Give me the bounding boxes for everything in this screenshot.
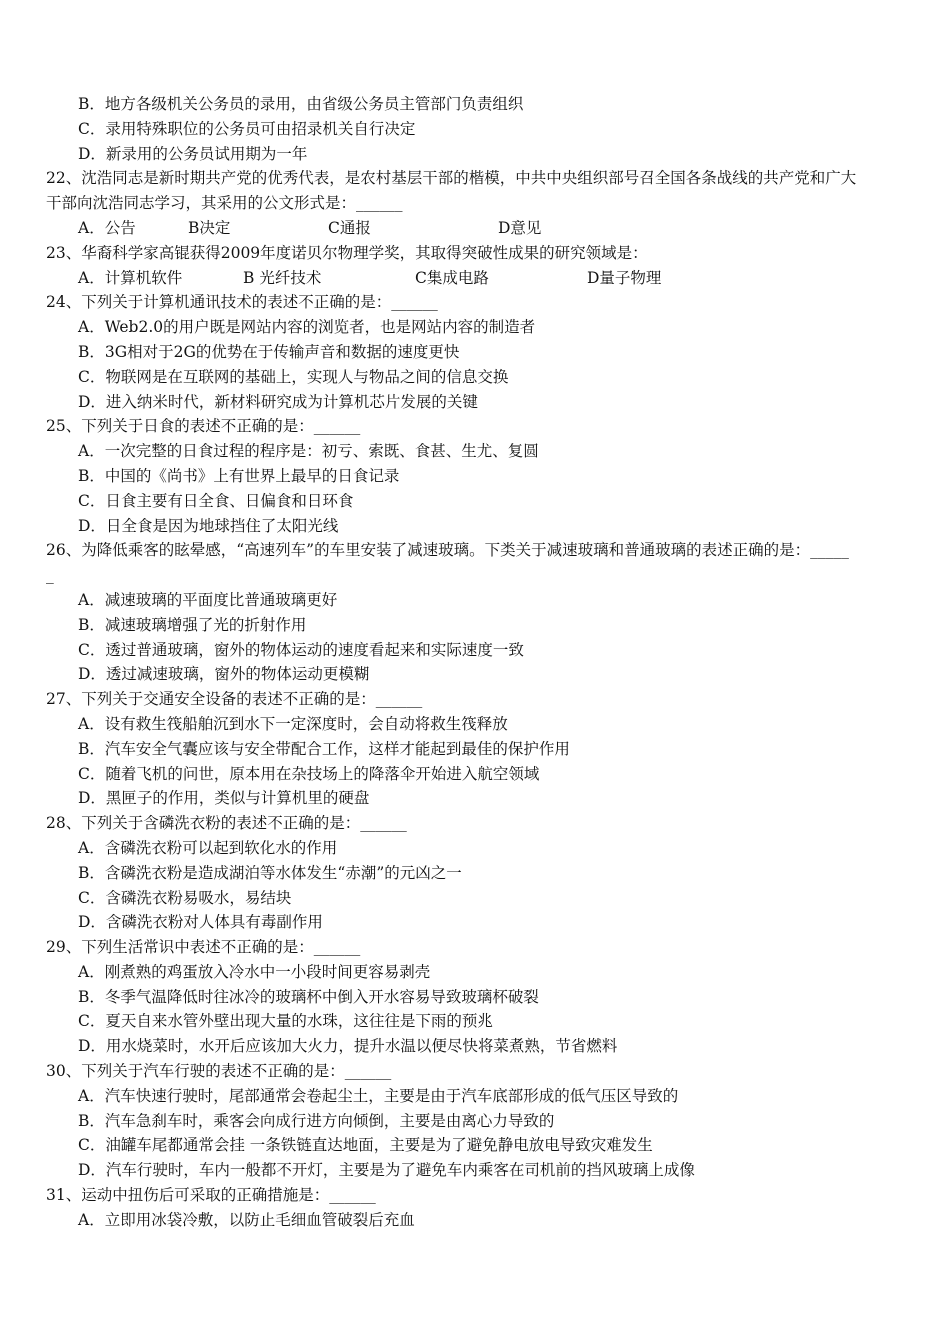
option-line: B．冬季气温降低时往冰冷的玻璃杯中倒入开水容易导致玻璃杯破裂 [78, 987, 539, 1006]
option-line: D．用水烧菜时，水开后应该加大火力，提升水温以便尽快将菜煮熟，节省燃料 [78, 1037, 618, 1056]
option-line: D．黑匣子的作用，类似与计算机里的硬盘 [78, 789, 370, 808]
option-line: B．汽车急刹车时，乘客会向成行进方向倾倒，主要是由离心力导致的 [78, 1111, 555, 1130]
option-line: A．立即用冰袋冷敷，以防止毛细血管破裂后充血 [78, 1210, 415, 1229]
option-22b: B决定 [188, 218, 231, 237]
option-line: C．油罐车尾都通常会挂 一条铁链直达地面，主要是为了避免静电放电导致灾难发生 [78, 1136, 653, 1155]
option-line: C．随着飞机的问世，原本用在杂技场上的降落伞开始进入航空领域 [78, 764, 540, 783]
question-stem: 25、下列关于日食的表述不正确的是：______ [46, 417, 361, 436]
option-line: A．汽车快速行驶时，尾部通常会卷起尘土，主要是由于汽车底部形成的低气压区导致的 [78, 1086, 679, 1105]
option-22c: C通报 [328, 218, 371, 237]
option-line: B．中国的《尚书》上有世界上最早的日食记录 [78, 466, 400, 485]
document-page [0, 92, 950, 1233]
option-23d: D量子物理 [587, 268, 662, 287]
question-stem: 29、下列生活常识中表述不正确的是：______ [46, 938, 361, 957]
question-stem: 27、下列关于交通安全设备的表述不正确的是：______ [46, 690, 423, 709]
question-stem: 26、为降低乘客的眩晕感，“高速列车”的车里安装了减速玻璃。下类关于减速玻璃和普通玻璃的表述正确的是：_____ [46, 541, 849, 560]
option-23a: A．计算机软件 [78, 268, 183, 287]
option-line: D．日全食是因为地球挡住了太阳光线 [78, 516, 339, 535]
option-line: D．透过减速玻璃，窗外的物体运动更模糊 [78, 665, 370, 684]
question-23-options [0, 266, 950, 291]
option-line: A．刚煮熟的鸡蛋放入冷水中一小段时间更容易剥壳 [78, 962, 431, 981]
option-line: D．汽车行驶时，车内一般都不开灯，主要是为了避免车内乘客在司机前的挡风玻璃上成像 [78, 1161, 695, 1180]
option-line: C．日食主要有日全食、日偏食和日环食 [78, 491, 354, 510]
option-line: A．设有救生筏船舶沉到水下一定深度时，会自动将救生筏释放 [78, 714, 508, 733]
option-line: C．夏天自来水管外壁出现大量的水珠，这往往是下雨的预兆 [78, 1012, 493, 1031]
option-line: A．Web2.0的用户既是网站内容的浏览者，也是网站内容的制造者 [78, 318, 536, 337]
option-line: C．物联网是在互联网的基础上，实现人与物品之间的信息交换 [78, 367, 509, 386]
option-line: A．一次完整的日食过程的程序是：初亏、索既、食甚、生尤、复圆 [78, 442, 539, 461]
question-22: 22、沈浩同志是新时期共产党的优秀代表，是农村基层干部的楷模，中共中央组织部号召全国各条战线的共产党和广大 [46, 169, 857, 188]
option-22a: A．公告 [78, 218, 136, 237]
option-line: C．含磷洗衣粉易吸水，易结块 [78, 888, 292, 907]
question-22-continued: 干部向沈浩同志学习，其采用的公文形式是：______ [46, 194, 403, 213]
option-line: B．汽车安全气囊应该与安全带配合工作，这样才能起到最佳的保护作用 [78, 739, 570, 758]
option-21c: C．录用特殊职位的公务员可由招录机关自行决定 [78, 119, 416, 138]
option-line: D．进入纳米时代，新材料研究成为计算机芯片发展的关键 [78, 392, 478, 411]
option-line: B．含磷洗衣粉是造成湖泊等水体发生“赤潮”的元凶之一 [78, 863, 462, 882]
question-stem: 30、下列关于汽车行驶的表述不正确的是：______ [46, 1062, 392, 1081]
question-stem: 24、下列关于计算机通讯技术的表述不正确的是：______ [46, 293, 438, 312]
question-stem: 31、运动中扭伤后可采取的正确措施是：______ [46, 1186, 376, 1205]
option-23c: C集成电路 [415, 268, 489, 287]
option-line: B．3G相对于2G的优势在于传输声音和数据的速度更快 [78, 342, 460, 361]
option-line: A．含磷洗衣粉可以起到软化水的作用 [78, 838, 338, 857]
option-21d: D．新录用的公务员试用期为一年 [78, 144, 308, 163]
option-22d: D意见 [498, 218, 542, 237]
option-line: A．减速玻璃的平面度比普通玻璃更好 [78, 590, 338, 609]
continuation-line: _ [46, 566, 54, 585]
option-line: B．减速玻璃增强了光的折射作用 [78, 615, 307, 634]
option-line: D．含磷洗衣粉对人体具有毒副作用 [78, 913, 323, 932]
question-22-options [0, 216, 950, 241]
option-line: C．透过普通玻璃，窗外的物体运动的速度看起来和实际速度一致 [78, 640, 524, 659]
option-23b: B 光纤技术 [243, 268, 322, 287]
question-stem: 28、下列关于含磷洗衣粉的表述不正确的是：______ [46, 814, 407, 833]
question-23: 23、华裔科学家高锟获得2009年度诺贝尔物理学奖，其取得突破性成果的研究领域是： [46, 243, 648, 262]
option-21b: B．地方各级机关公务员的录用，由省级公务员主管部门负责组织 [78, 95, 524, 113]
